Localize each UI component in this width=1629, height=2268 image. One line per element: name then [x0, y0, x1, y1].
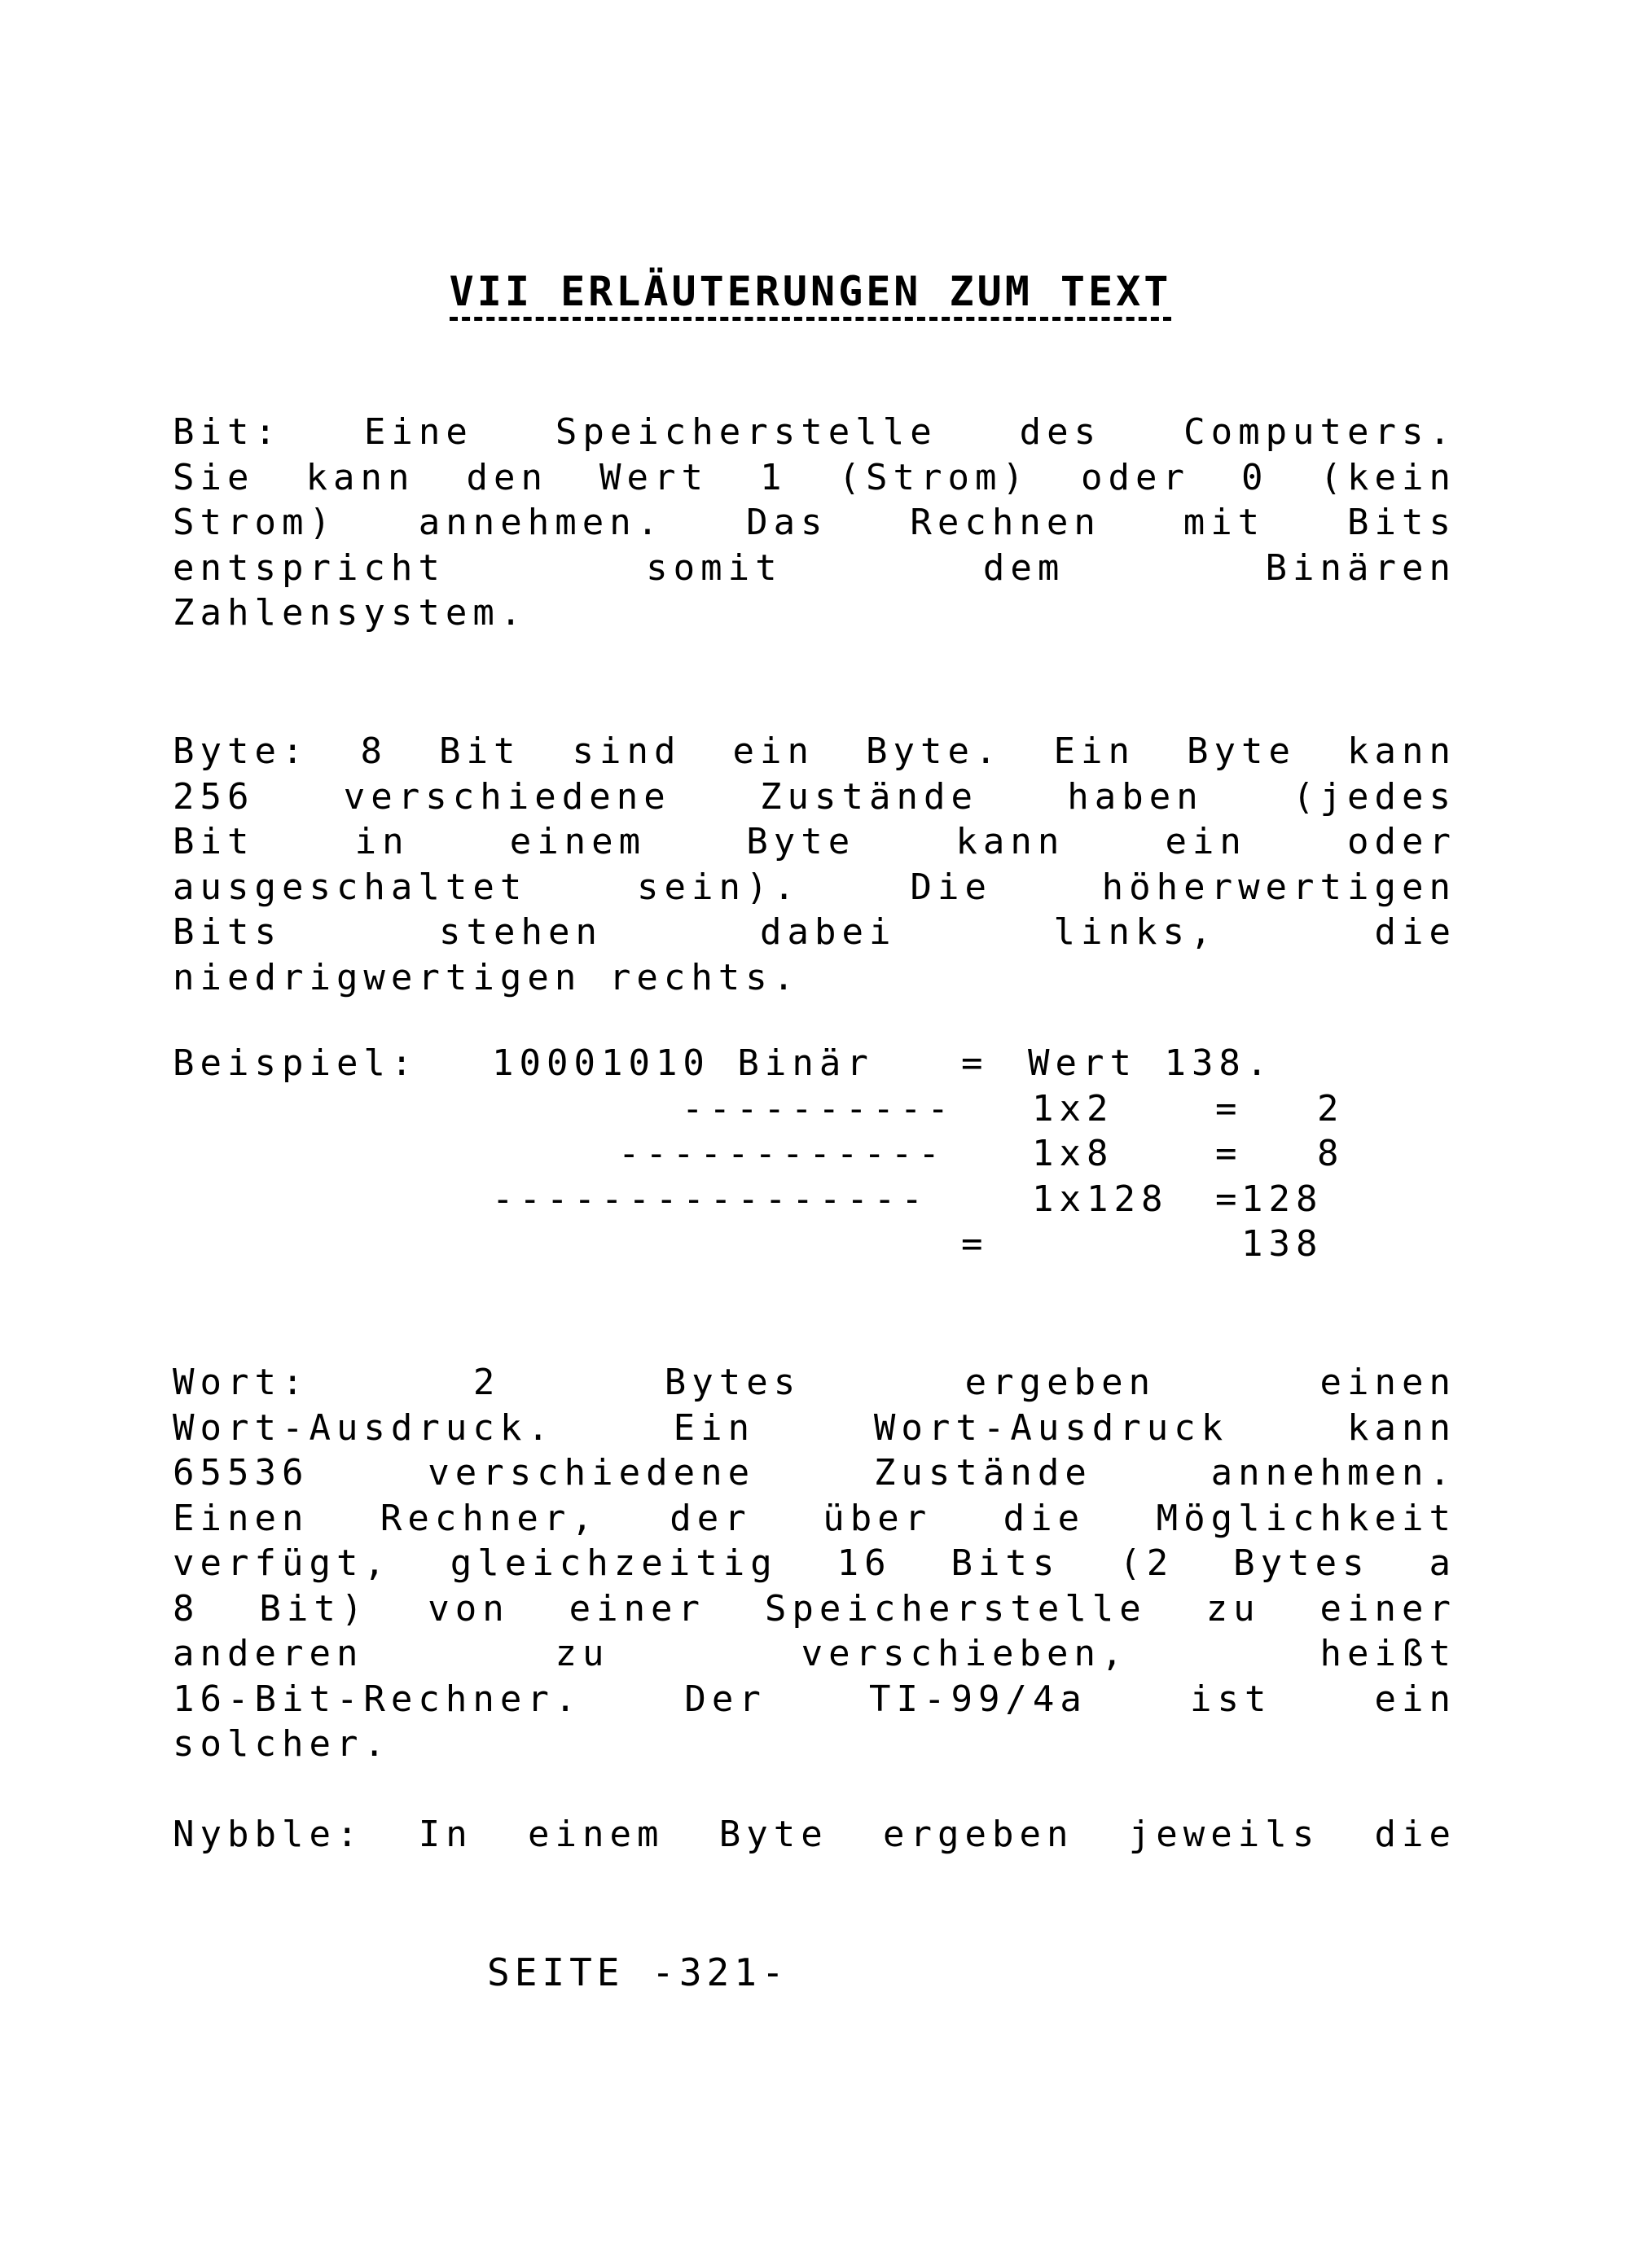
text-line: ausgeschaltet sein). Die höherwertigen: [173, 866, 1456, 908]
example-calculation: [173, 1041, 1456, 1267]
calc-dashes: ----------: [682, 1087, 955, 1130]
example-equals: =: [961, 1042, 989, 1084]
text-line: niedrigwertigen rechts.: [173, 956, 801, 998]
example-header-row: [173, 1041, 1456, 1086]
calc-row: [173, 1177, 1456, 1222]
calc-equals: =: [1215, 1133, 1243, 1174]
text-line: Wort: 2 Bytes ergeben einen: [173, 1362, 1456, 1403]
calc-equals: =: [1215, 1178, 1243, 1220]
calc-row: [173, 1086, 1456, 1132]
calc-total-row: [173, 1222, 1456, 1267]
paragraph-bit: [173, 410, 1456, 636]
page-number: SEITE -321-: [487, 1950, 789, 1994]
paragraph-byte: [173, 729, 1456, 1000]
calc-equals: =: [1215, 1087, 1243, 1130]
text-line: 16-Bit-Rechner. Der TI-99/4a ist ein: [173, 1678, 1456, 1720]
text-line: 8 Bit) von einer Speicherstelle zu einer: [173, 1587, 1456, 1630]
text-line: 65536 verschiedene Zustände annehmen.: [173, 1452, 1456, 1494]
text-line: Sie kann den Wert 1 (Strom) oder 0 (kein: [173, 456, 1456, 498]
section-title-text: VII ERLÄUTERUNGEN ZUM TEXT: [450, 268, 1172, 321]
example-binary: 10001010 Binär: [492, 1042, 874, 1084]
text-line: verfügt, gleichzeitig 16 Bits (2 Bytes a: [173, 1542, 1456, 1584]
text-line: Nybble: In einem Byte ergeben jeweils die: [173, 1814, 1456, 1855]
calc-result: 8: [1317, 1133, 1345, 1174]
example-label: Beispiel:: [173, 1042, 419, 1084]
text-line: 256 verschiedene Zustände haben (jedes: [173, 775, 1456, 818]
calc-dashes: ------------: [618, 1133, 946, 1174]
calc-result: 2: [1317, 1087, 1345, 1130]
text-line: entspricht somit dem Binären: [173, 546, 1456, 589]
text-line: Byte: 8 Bit sind ein Byte. Ein Byte kann: [173, 730, 1456, 772]
text-line: anderen zu verschieben, heißt: [173, 1633, 1456, 1674]
example-value: Wert 138.: [1028, 1042, 1274, 1084]
text-line: solcher.: [173, 1723, 391, 1765]
paragraph-nybble: [173, 1812, 1456, 1858]
text-line: Bit: Eine Speicherstelle des Computers.: [173, 411, 1456, 453]
text-line: Bits stehen dabei links, die: [173, 911, 1456, 953]
calc-dashes: ----------------: [492, 1178, 929, 1220]
text-line: Einen Rechner, der über die Möglichkeit: [173, 1497, 1456, 1539]
section-title: [0, 267, 1629, 316]
paragraph-wort: [173, 1360, 1456, 1767]
calc-row: [173, 1131, 1456, 1177]
text-line: Bit in einem Byte kann ein oder: [173, 821, 1456, 862]
calc-term: 1x2: [1032, 1087, 1114, 1130]
text-line: Wort-Ausdruck. Ein Wort-Ausdruck kann: [173, 1406, 1456, 1449]
calc-total-equals: =: [961, 1223, 989, 1265]
calc-term: 1x8: [1032, 1133, 1114, 1174]
calc-total: 138: [1241, 1223, 1324, 1265]
text-line: Zahlensystem.: [173, 592, 528, 634]
calc-term: 1x128: [1032, 1178, 1169, 1220]
text-line: Strom) annehmen. Das Rechnen mit Bits: [173, 502, 1456, 543]
calc-result: 128: [1241, 1178, 1324, 1220]
